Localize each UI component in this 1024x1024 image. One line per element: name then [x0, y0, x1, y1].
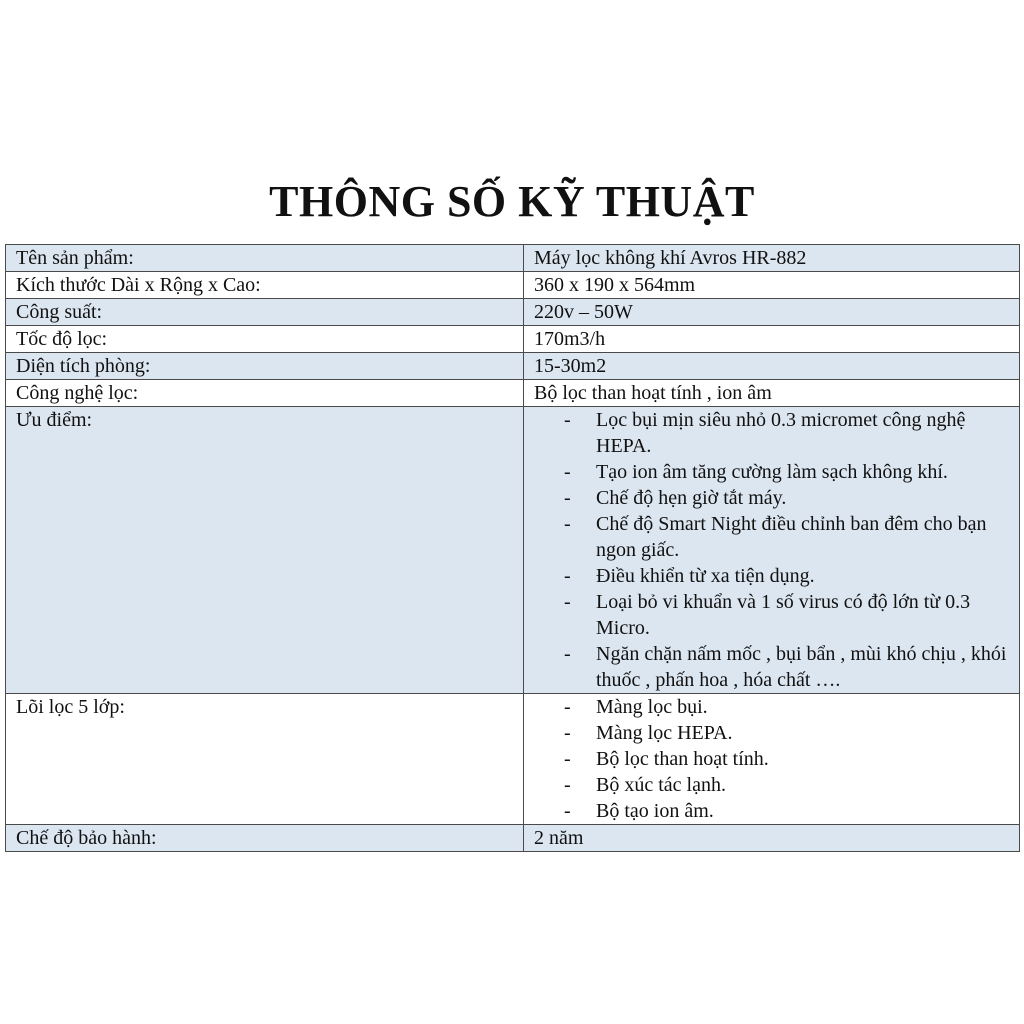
list-item: [534, 563, 1019, 589]
spec-label: Diện tích phòng:: [6, 353, 524, 380]
spec-value: Bộ lọc than hoạt tính , ion âm: [524, 380, 1020, 407]
dash-marker: -: [564, 591, 571, 613]
list-item-text: Chế độ hẹn giờ tắt máy.: [596, 487, 787, 509]
spec-label: Công nghệ lọc:: [6, 380, 524, 407]
dash-marker: -: [564, 643, 571, 665]
list-item-text: Điều khiển từ xa tiện dụng.: [596, 565, 815, 587]
list-item-text: Màng lọc HEPA.: [596, 722, 733, 744]
spec-row-product-name: [6, 245, 1020, 272]
list-item-text: Bộ xúc tác lạnh.: [596, 774, 726, 796]
page-title: THÔNG SỐ KỸ THUẬT: [269, 177, 755, 226]
list-item-text: Lọc bụi mịn siêu nhỏ 0.3 micromet công nghệ HEPA.: [596, 409, 966, 457]
spec-label: Công suất:: [6, 299, 524, 326]
spec-label: Chế độ bảo hành:: [6, 825, 524, 852]
list-item: [534, 589, 1019, 641]
spec-row-warranty: [6, 825, 1020, 852]
list-item: [534, 772, 1019, 798]
dash-marker: -: [564, 409, 571, 431]
spec-row-advantages: [6, 407, 1020, 694]
list-item: [534, 459, 1019, 485]
spec-row-filter-speed: [6, 326, 1020, 353]
dash-marker: -: [564, 461, 571, 483]
spec-value: 220v – 50W: [524, 299, 1020, 326]
list-item-text: Loại bỏ vi khuẩn và 1 số virus có độ lớn từ 0.3 Micro.: [596, 591, 971, 639]
spec-value-list: [524, 694, 1020, 825]
list-item: [534, 746, 1019, 772]
spec-label: Tên sản phẩm:: [6, 245, 524, 272]
spec-row-power: [6, 299, 1020, 326]
dash-marker: -: [564, 513, 571, 535]
list-item-text: Bộ tạo ion âm.: [596, 800, 714, 822]
spec-row-filter-layers: [6, 694, 1020, 825]
list-item: [534, 720, 1019, 746]
spec-row-dimensions: [6, 272, 1020, 299]
spec-value: 170m3/h: [524, 326, 1020, 353]
spec-row-room-area: [6, 353, 1020, 380]
spec-value: Máy lọc không khí Avros HR-882: [524, 245, 1020, 272]
spec-label: Lõi lọc 5 lớp:: [6, 694, 524, 825]
spec-value: 15-30m2: [524, 353, 1020, 380]
spec-value-list: [524, 407, 1020, 694]
list-item: [534, 798, 1019, 824]
list-item-text: Tạo ion âm tăng cường làm sạch không khí.: [596, 461, 948, 483]
spec-label: Tốc độ lọc:: [6, 326, 524, 353]
spec-value: 360 x 190 x 564mm: [524, 272, 1020, 299]
dash-marker: -: [564, 800, 571, 822]
dash-marker: -: [564, 774, 571, 796]
list-item: [534, 407, 1019, 459]
list-item-text: Màng lọc bụi.: [596, 696, 708, 718]
dash-marker: -: [564, 565, 571, 587]
spec-row-filter-technology: [6, 380, 1020, 407]
list-item: [534, 694, 1019, 720]
list-item: [534, 511, 1019, 563]
spec-label: Ưu điểm:: [6, 407, 524, 694]
spec-table: [5, 244, 1020, 852]
dash-marker: -: [564, 696, 571, 718]
spec-value: 2 năm: [524, 825, 1020, 852]
dash-marker: -: [564, 748, 571, 770]
dash-marker: -: [564, 487, 571, 509]
dash-marker: -: [564, 722, 571, 744]
list-item-text: Ngăn chặn nấm mốc , bụi bẩn , mùi khó chịu , khói thuốc , phấn hoa , hóa chất ….: [596, 643, 1007, 691]
list-item: [534, 485, 1019, 511]
list-item-text: Bộ lọc than hoạt tính.: [596, 748, 769, 770]
list-item-text: Chế độ Smart Night điều chỉnh ban đêm cho bạn ngon giấc.: [596, 513, 987, 561]
list-item: [534, 641, 1019, 693]
spec-label: Kích thước Dài x Rộng x Cao:: [6, 272, 524, 299]
